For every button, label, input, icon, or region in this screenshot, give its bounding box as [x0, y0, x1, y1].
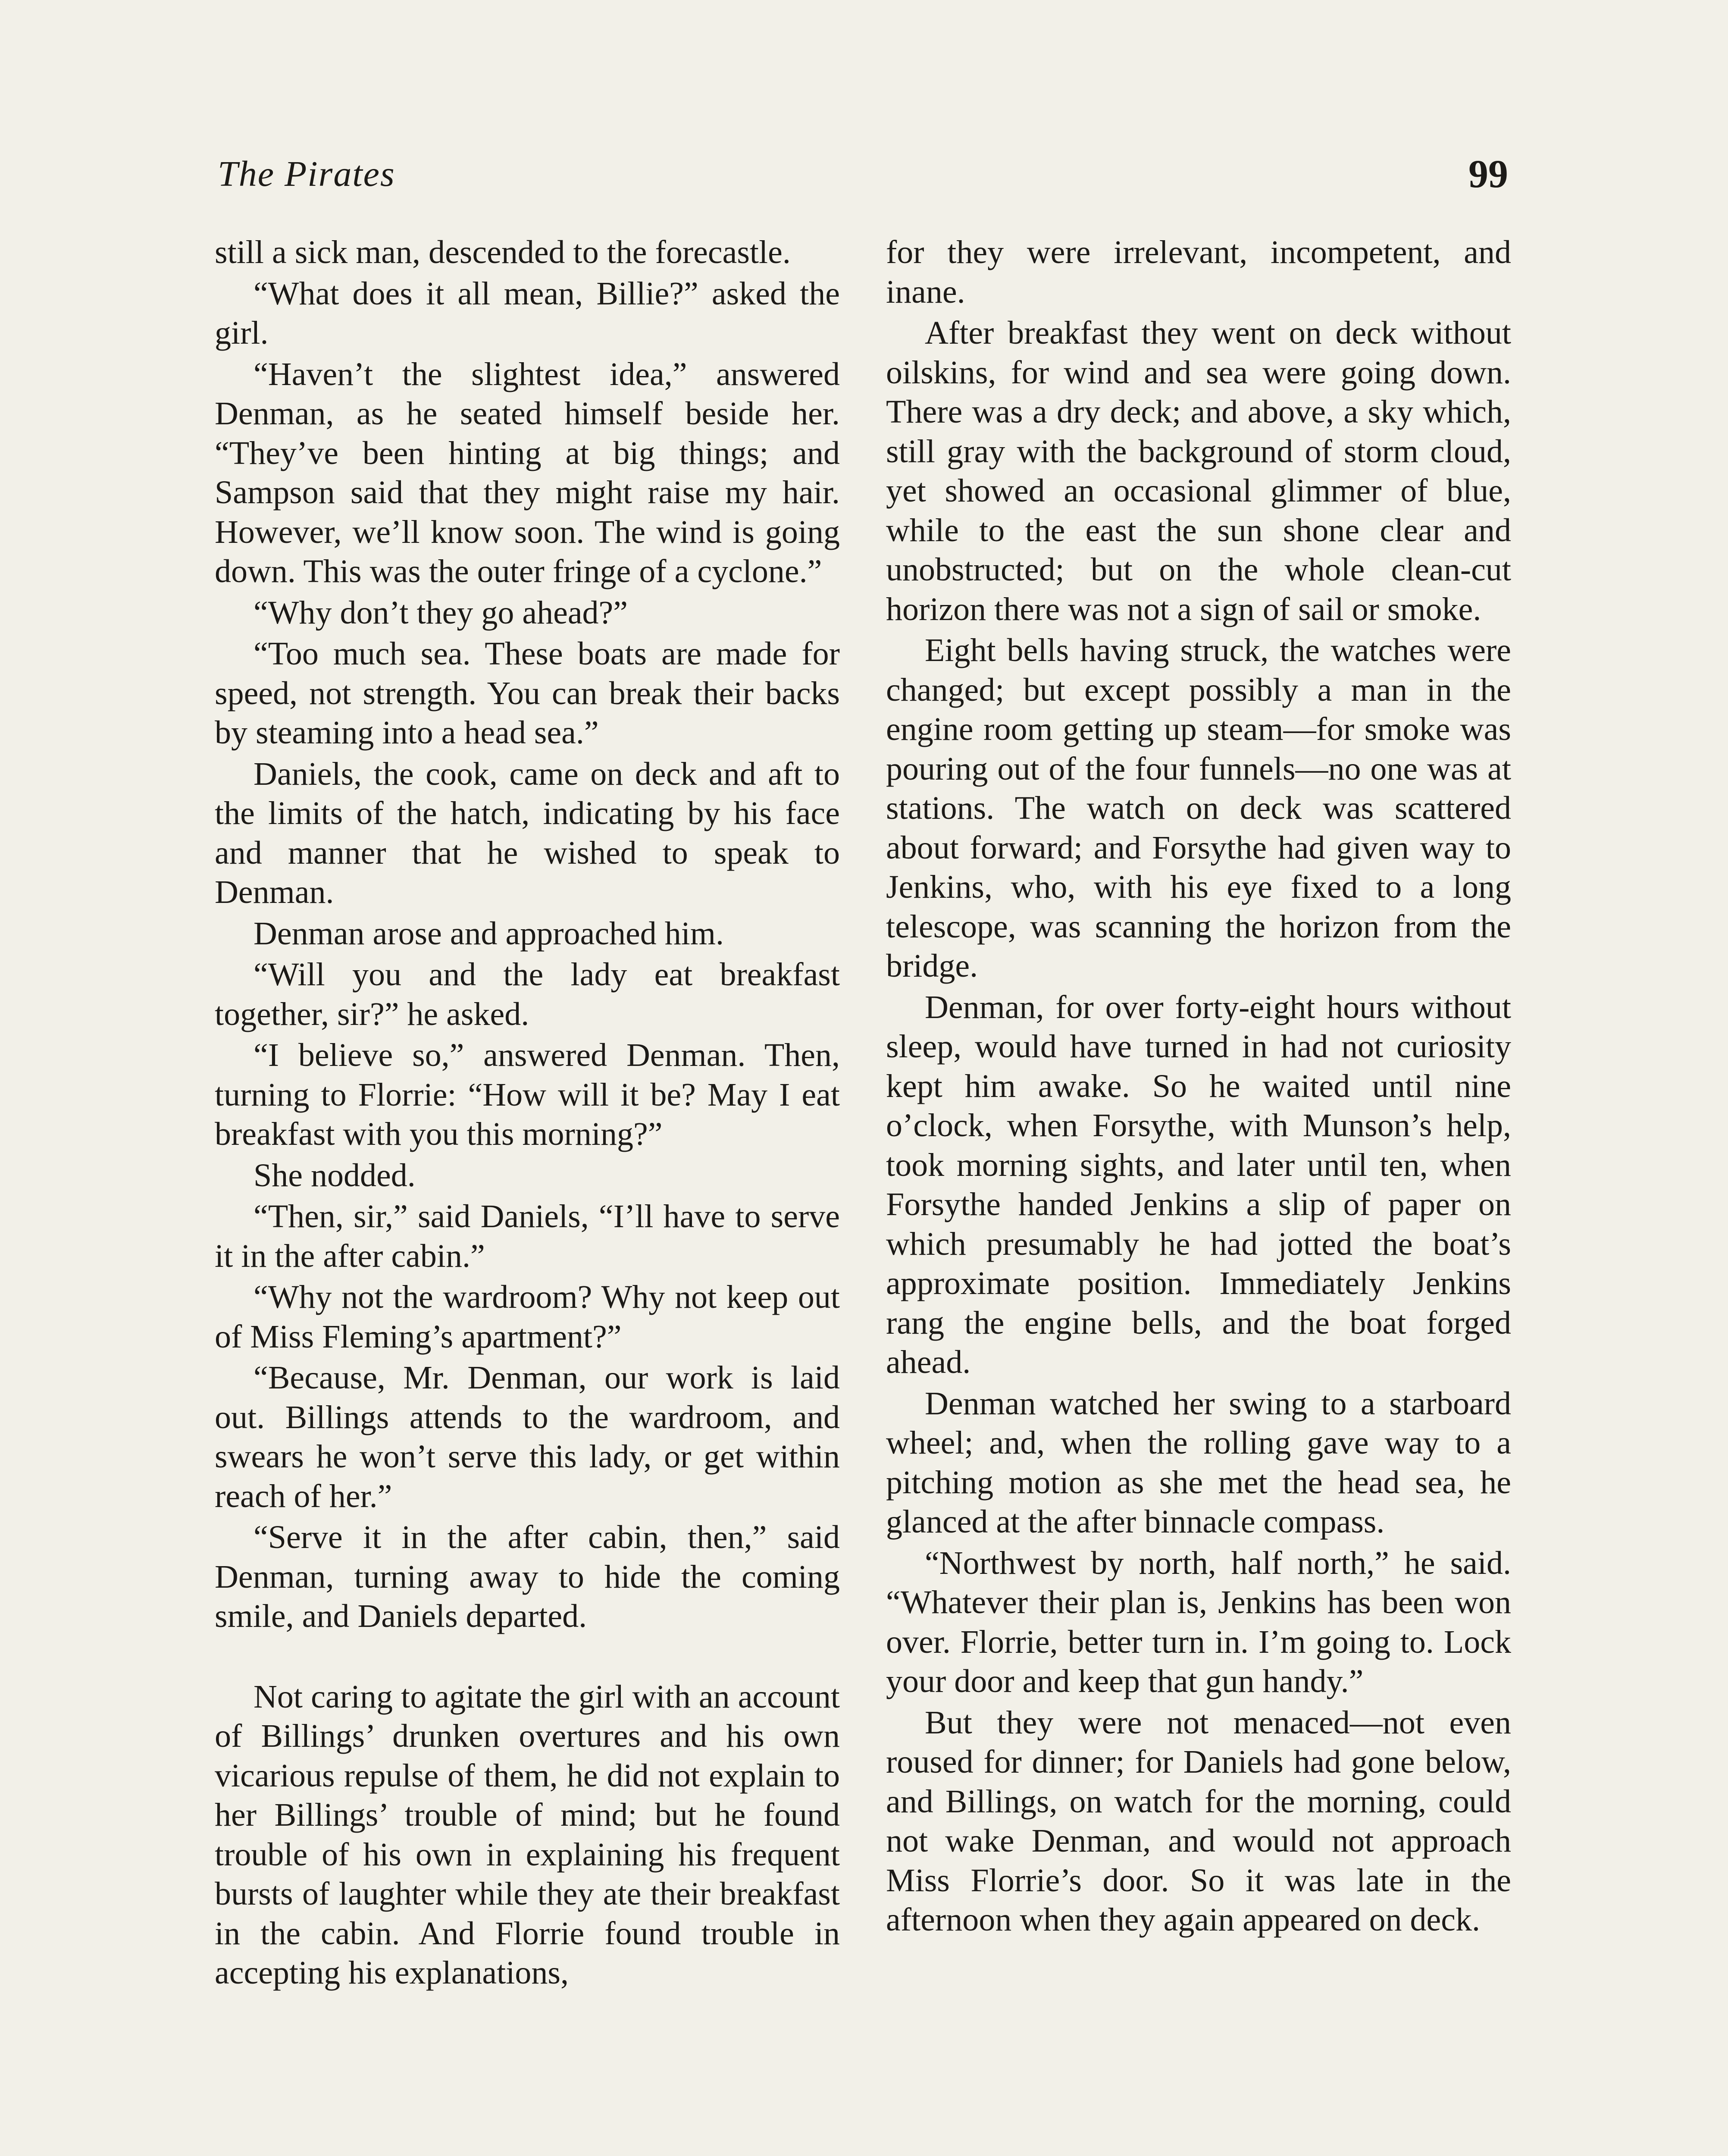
paragraph: “Why don’t they go ahead?” — [254, 594, 628, 631]
paragraph: “Serve it in the after cabin, then,” said Denman, turning away to hide the coming smile, and Daniels departed. — [215, 1519, 840, 1634]
paragraph: “Why not the wardroom? Why not keep out of Miss Fleming’s apartment?” — [215, 1279, 840, 1355]
right-column — [886, 233, 1511, 1942]
paragraph: Denman arose and approached him. — [254, 915, 724, 952]
left-column — [215, 233, 840, 1995]
paragraph: Not caring to agitate the girl with an account of Billings’ drunken overtures and his own vicarious repulse of them, he did not explain to her Billings’ trouble of mind; but he found trouble of his own in explaining his frequent bursts of laughter while they ate their breakfast in the cabin. And Florrie found trouble in accepting his explanations, — [215, 1678, 840, 1991]
paragraph: Denman watched her swing to a starboard wheel; and, when the rolling gave way to a pitching motion as she met the head sea, he glanced at the after binnacle compass. — [886, 1385, 1511, 1540]
paragraph: “Haven’t the slightest idea,” answered Denman, as he seated himself beside her. “They’ve been hinting at big things; and Sampson said that they might raise my hair. However, we’ll know soon. The wind is going down. This was the outer fringe of a cyclone.” — [215, 356, 840, 589]
paragraph: for they were irrelevant, incompetent, and inane. — [886, 234, 1511, 310]
paragraph: “What does it all mean, Billie?” asked the girl. — [215, 275, 840, 351]
paragraph: But they were not menaced—not even roused for dinner; for Daniels had gone below, and Billings, on watch for the morning, could not wake Denman, and would not approach Miss Florrie’s door. So it was late in the afternoon when they again appeared on deck. — [886, 1704, 1511, 1938]
paragraph: Eight bells having struck, the watches were changed; but except possibly a man in the engine room getting up steam—for smoke was pouring out of the four funnels—no one was at stations. The watch on deck was scattered about forward; and Forsythe had given way to Jenkins, who, with his eye fixed to a long telescope, was scanning the horizon from the bridge. — [886, 632, 1511, 984]
paragraph: After breakfast they went on deck without oilskins, for wind and sea were going down. There was a dry deck; and above, a sky which, still gray with the background of storm cloud, yet showed an occasional glimmer of blue, while to the east the sun shone clear and unobstructed; but on the whole clean-cut horizon there was not a sign of sail or smoke. — [886, 315, 1511, 627]
paragraph: “Will you and the lady eat breakfast together, sir?” he asked. — [215, 956, 840, 1032]
paragraph: She nodded. — [254, 1157, 416, 1194]
paragraph: “I believe so,” answered Denman. Then, turning to Florrie: “How will it be? May I eat breakfast with you this morning?” — [215, 1037, 840, 1152]
paragraph: “Because, Mr. Denman, our work is laid out. Billings attends to the wardroom, and swears he won’t serve this lady, or get within reach of her.” — [215, 1360, 840, 1514]
running-title: The Pirates — [218, 154, 395, 194]
paragraph: still a sick man, descended to the forecastle. — [215, 234, 791, 270]
paragraph: “Northwest by north, half north,” he said. “Whatever their plan is, Jenkins has been won over. Florrie, better turn in. I’m going to. Lock your door and keep that gun handy.” — [886, 1545, 1511, 1699]
paragraph: “Then, sir,” said Daniels, “I’ll have to serve it in the after cabin.” — [215, 1198, 840, 1274]
paragraph: Daniels, the cook, came on deck and aft to the limits of the hatch, indicating by his face and manner that he wished to speak to Denman. — [215, 755, 840, 910]
page-number: 99 — [1468, 152, 1508, 196]
paragraph: Denman, for over forty-eight hours without sleep, would have turned in had not curiosity kept him awake. So he waited until nine o’clock, when Forsythe, with Munson’s help, took morning sights, and later until ten, when Forsythe handed Jenkins a slip of paper on which presumably he had jotted the boat’s approximate position. Immediately Jenkins rang the engine bells, and the boat forged ahead. — [886, 989, 1511, 1380]
paragraph: “Too much sea. These boats are made for speed, not strength. You can break their backs by steaming into a head sea.” — [215, 636, 840, 751]
